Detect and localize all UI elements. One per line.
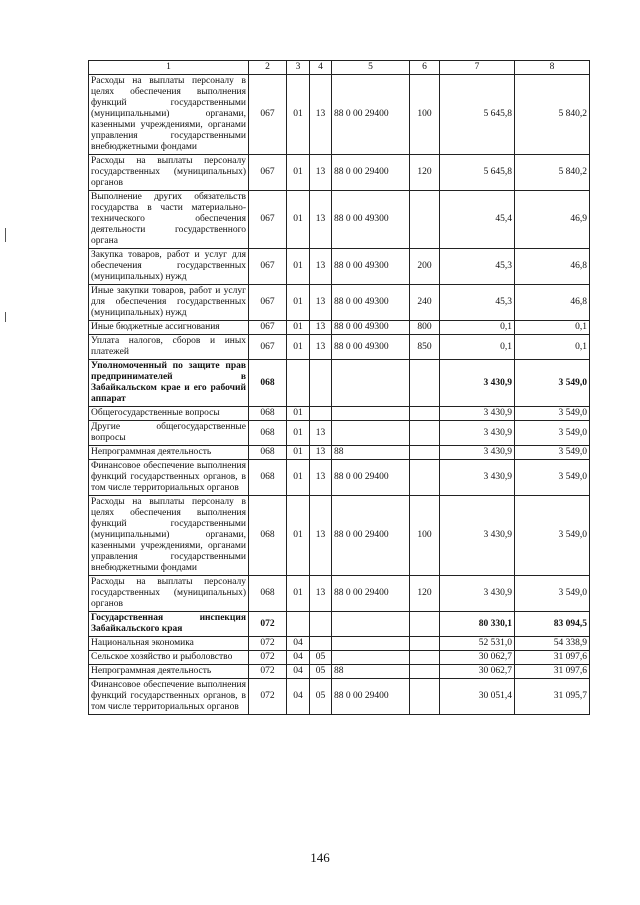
section-code-cell: 01 (287, 460, 310, 496)
section-code-cell: 01 (287, 321, 310, 335)
amount-year2-cell: 0,1 (515, 321, 590, 335)
target-article-cell (332, 407, 410, 421)
admin-code-cell: 068 (249, 576, 287, 612)
amount-year1-cell: 30 051,4 (440, 679, 515, 715)
target-article-cell (332, 421, 410, 446)
amount-year2-cell: 83 094,5 (515, 612, 590, 637)
amount-year2-cell: 31 097,6 (515, 665, 590, 679)
admin-code-cell: 067 (249, 191, 287, 249)
target-article-cell: 88 0 00 49300 (332, 249, 410, 285)
table-row (89, 665, 590, 679)
section-code-cell: 04 (287, 665, 310, 679)
amount-year1-cell: 5 645,8 (440, 155, 515, 191)
subsection-code-cell (310, 612, 332, 637)
expense-type-cell: 120 (410, 576, 440, 612)
table-row (89, 637, 590, 651)
admin-code-cell: 067 (249, 335, 287, 360)
table-row (89, 155, 590, 191)
row-name-cell: Непрограммная деятельность (89, 446, 249, 460)
row-name-cell: Государственная инспекция Забайкальского края (89, 612, 249, 637)
budget-table (88, 60, 590, 715)
admin-code-cell: 067 (249, 249, 287, 285)
row-name-cell: Финансовое обеспечение выполнения функций государственных органов, в том числе территориальных органов (89, 679, 249, 715)
amount-year1-cell: 3 430,9 (440, 496, 515, 576)
target-article-cell: 88 0 00 49300 (332, 191, 410, 249)
section-code-cell: 01 (287, 335, 310, 360)
amount-year1-cell: 3 430,9 (440, 360, 515, 407)
admin-code-cell: 067 (249, 75, 287, 155)
table-row (89, 407, 590, 421)
scan-margin-mark (5, 312, 6, 322)
page-number: 146 (310, 850, 330, 865)
amount-year1-cell: 3 430,9 (440, 421, 515, 446)
target-article-cell: 88 0 00 29400 (332, 155, 410, 191)
amount-year2-cell: 3 549,0 (515, 360, 590, 407)
column-header: 2 (249, 61, 287, 75)
row-name-cell: Расходы на выплаты персоналу в целях обеспечения выполнения функций государственными (муниципальными) органами, казенными учреждениями, органами управления государственными внебюджетными фондами (89, 496, 249, 576)
row-name-cell: Расходы на выплаты персоналу государственных (муниципальных) органов (89, 576, 249, 612)
section-code-cell: 04 (287, 679, 310, 715)
expense-type-cell (410, 637, 440, 651)
section-code-cell: 01 (287, 75, 310, 155)
column-header: 3 (287, 61, 310, 75)
table-row (89, 576, 590, 612)
expense-type-cell: 100 (410, 75, 440, 155)
target-article-cell: 88 (332, 446, 410, 460)
subsection-code-cell: 13 (310, 446, 332, 460)
expense-type-cell (410, 612, 440, 637)
subsection-code-cell: 05 (310, 679, 332, 715)
target-article-cell: 88 0 00 29400 (332, 75, 410, 155)
row-name-cell: Расходы на выплаты персоналу государственных (муниципальных) органов (89, 155, 249, 191)
column-header: 6 (410, 61, 440, 75)
table-row (89, 612, 590, 637)
row-name-cell: Уполномоченный по защите прав предпринимателей в Забайкальском крае и его рабочий аппарат (89, 360, 249, 407)
admin-code-cell: 068 (249, 421, 287, 446)
subsection-code-cell: 05 (310, 665, 332, 679)
column-header: 1 (89, 61, 249, 75)
section-code-cell: 01 (287, 496, 310, 576)
subsection-code-cell: 13 (310, 460, 332, 496)
target-article-cell (332, 651, 410, 665)
row-name-cell: Непрограммная деятельность (89, 665, 249, 679)
amount-year2-cell: 3 549,0 (515, 407, 590, 421)
amount-year1-cell: 45,3 (440, 285, 515, 321)
expense-type-cell: 800 (410, 321, 440, 335)
row-name-cell: Закупка товаров, работ и услуг для обеспечения государственных (муниципальных) нужд (89, 249, 249, 285)
amount-year1-cell: 5 645,8 (440, 75, 515, 155)
admin-code-cell: 068 (249, 407, 287, 421)
amount-year1-cell: 45,3 (440, 249, 515, 285)
amount-year1-cell: 3 430,9 (440, 460, 515, 496)
row-name-cell: Выполнение других обязательств государства в части материально-технического обеспечения деятельности государственного органа (89, 191, 249, 249)
amount-year1-cell: 30 062,7 (440, 665, 515, 679)
expense-type-cell (410, 679, 440, 715)
admin-code-cell: 068 (249, 460, 287, 496)
amount-year1-cell: 3 430,9 (440, 576, 515, 612)
target-article-cell: 88 0 00 29400 (332, 496, 410, 576)
column-header: 7 (440, 61, 515, 75)
amount-year2-cell: 3 549,0 (515, 576, 590, 612)
table-row (89, 249, 590, 285)
admin-code-cell: 067 (249, 285, 287, 321)
expense-type-cell (410, 460, 440, 496)
section-code-cell: 01 (287, 155, 310, 191)
table-row (89, 75, 590, 155)
section-code-cell: 01 (287, 421, 310, 446)
row-name-cell: Иные бюджетные ассигнования (89, 321, 249, 335)
section-code-cell: 01 (287, 576, 310, 612)
amount-year1-cell: 0,1 (440, 321, 515, 335)
row-name-cell: Сельское хозяйство и рыболовство (89, 651, 249, 665)
target-article-cell: 88 0 00 29400 (332, 679, 410, 715)
expense-type-cell (410, 407, 440, 421)
amount-year2-cell: 31 095,7 (515, 679, 590, 715)
target-article-cell (332, 612, 410, 637)
target-article-cell: 88 0 00 29400 (332, 460, 410, 496)
table-row (89, 651, 590, 665)
section-code-cell: 01 (287, 285, 310, 321)
expense-type-cell: 120 (410, 155, 440, 191)
admin-code-cell: 068 (249, 496, 287, 576)
row-name-cell: Финансовое обеспечение выполнения функций государственных органов, в том числе территориальных органов (89, 460, 249, 496)
amount-year2-cell: 3 549,0 (515, 421, 590, 446)
column-header: 8 (515, 61, 590, 75)
subsection-code-cell: 13 (310, 75, 332, 155)
subsection-code-cell (310, 360, 332, 407)
section-code-cell: 01 (287, 407, 310, 421)
expense-type-cell (410, 651, 440, 665)
table-header-row (89, 61, 590, 75)
subsection-code-cell: 13 (310, 321, 332, 335)
admin-code-cell: 072 (249, 679, 287, 715)
table-row (89, 285, 590, 321)
section-code-cell: 01 (287, 191, 310, 249)
expense-type-cell (410, 191, 440, 249)
subsection-code-cell: 05 (310, 651, 332, 665)
table-row (89, 321, 590, 335)
table-row (89, 446, 590, 460)
section-code-cell (287, 612, 310, 637)
amount-year2-cell: 54 338,9 (515, 637, 590, 651)
subsection-code-cell: 13 (310, 249, 332, 285)
expense-type-cell: 850 (410, 335, 440, 360)
amount-year2-cell: 5 840,2 (515, 75, 590, 155)
admin-code-cell: 072 (249, 651, 287, 665)
section-code-cell: 01 (287, 446, 310, 460)
admin-code-cell: 068 (249, 360, 287, 407)
expense-type-cell (410, 446, 440, 460)
amount-year2-cell: 46,8 (515, 285, 590, 321)
subsection-code-cell: 13 (310, 496, 332, 576)
target-article-cell (332, 637, 410, 651)
subsection-code-cell: 13 (310, 155, 332, 191)
admin-code-cell: 068 (249, 446, 287, 460)
scan-margin-mark (5, 228, 6, 242)
section-code-cell (287, 360, 310, 407)
row-name-cell: Национальная экономика (89, 637, 249, 651)
amount-year2-cell: 5 840,2 (515, 155, 590, 191)
subsection-code-cell: 13 (310, 576, 332, 612)
amount-year1-cell: 30 062,7 (440, 651, 515, 665)
amount-year2-cell: 46,9 (515, 191, 590, 249)
row-name-cell: Расходы на выплаты персоналу в целях обеспечения выполнения функций государственными (муниципальными) органами, казенными учреждениями, органами управления государственными внебюджетными фондами (89, 75, 249, 155)
table-row (89, 679, 590, 715)
table-row (89, 360, 590, 407)
subsection-code-cell (310, 637, 332, 651)
expense-type-cell (410, 421, 440, 446)
amount-year2-cell: 31 097,6 (515, 651, 590, 665)
amount-year1-cell: 3 430,9 (440, 446, 515, 460)
section-code-cell: 04 (287, 637, 310, 651)
subsection-code-cell: 13 (310, 335, 332, 360)
amount-year2-cell: 0,1 (515, 335, 590, 360)
subsection-code-cell: 13 (310, 191, 332, 249)
target-article-cell: 88 0 00 49300 (332, 285, 410, 321)
admin-code-cell: 067 (249, 321, 287, 335)
table-row (89, 191, 590, 249)
amount-year1-cell: 52 531,0 (440, 637, 515, 651)
subsection-code-cell: 13 (310, 421, 332, 446)
column-header: 4 (310, 61, 332, 75)
amount-year2-cell: 46,8 (515, 249, 590, 285)
target-article-cell: 88 0 00 49300 (332, 335, 410, 360)
table-row (89, 421, 590, 446)
section-code-cell: 04 (287, 651, 310, 665)
admin-code-cell: 067 (249, 155, 287, 191)
expense-type-cell (410, 360, 440, 407)
admin-code-cell: 072 (249, 665, 287, 679)
row-name-cell: Уплата налогов, сборов и иных платежей (89, 335, 249, 360)
row-name-cell: Другие общегосударственные вопросы (89, 421, 249, 446)
expense-type-cell: 240 (410, 285, 440, 321)
admin-code-cell: 072 (249, 612, 287, 637)
target-article-cell: 88 0 00 29400 (332, 576, 410, 612)
amount-year1-cell: 0,1 (440, 335, 515, 360)
expense-type-cell: 100 (410, 496, 440, 576)
expense-type-cell: 200 (410, 249, 440, 285)
amount-year1-cell: 80 330,1 (440, 612, 515, 637)
amount-year2-cell: 3 549,0 (515, 496, 590, 576)
column-header: 5 (332, 61, 410, 75)
subsection-code-cell (310, 407, 332, 421)
amount-year1-cell: 45,4 (440, 191, 515, 249)
table-row (89, 496, 590, 576)
target-article-cell: 88 (332, 665, 410, 679)
row-name-cell: Иные закупки товаров, работ и услуг для обеспечения государственных (муниципальных) нужд (89, 285, 249, 321)
section-code-cell: 01 (287, 249, 310, 285)
row-name-cell: Общегосударственные вопросы (89, 407, 249, 421)
amount-year2-cell: 3 549,0 (515, 460, 590, 496)
target-article-cell (332, 360, 410, 407)
expense-type-cell (410, 665, 440, 679)
amount-year2-cell: 3 549,0 (515, 446, 590, 460)
subsection-code-cell: 13 (310, 285, 332, 321)
target-article-cell: 88 0 00 49300 (332, 321, 410, 335)
admin-code-cell: 072 (249, 637, 287, 651)
table-row (89, 460, 590, 496)
table-row (89, 335, 590, 360)
amount-year1-cell: 3 430,9 (440, 407, 515, 421)
